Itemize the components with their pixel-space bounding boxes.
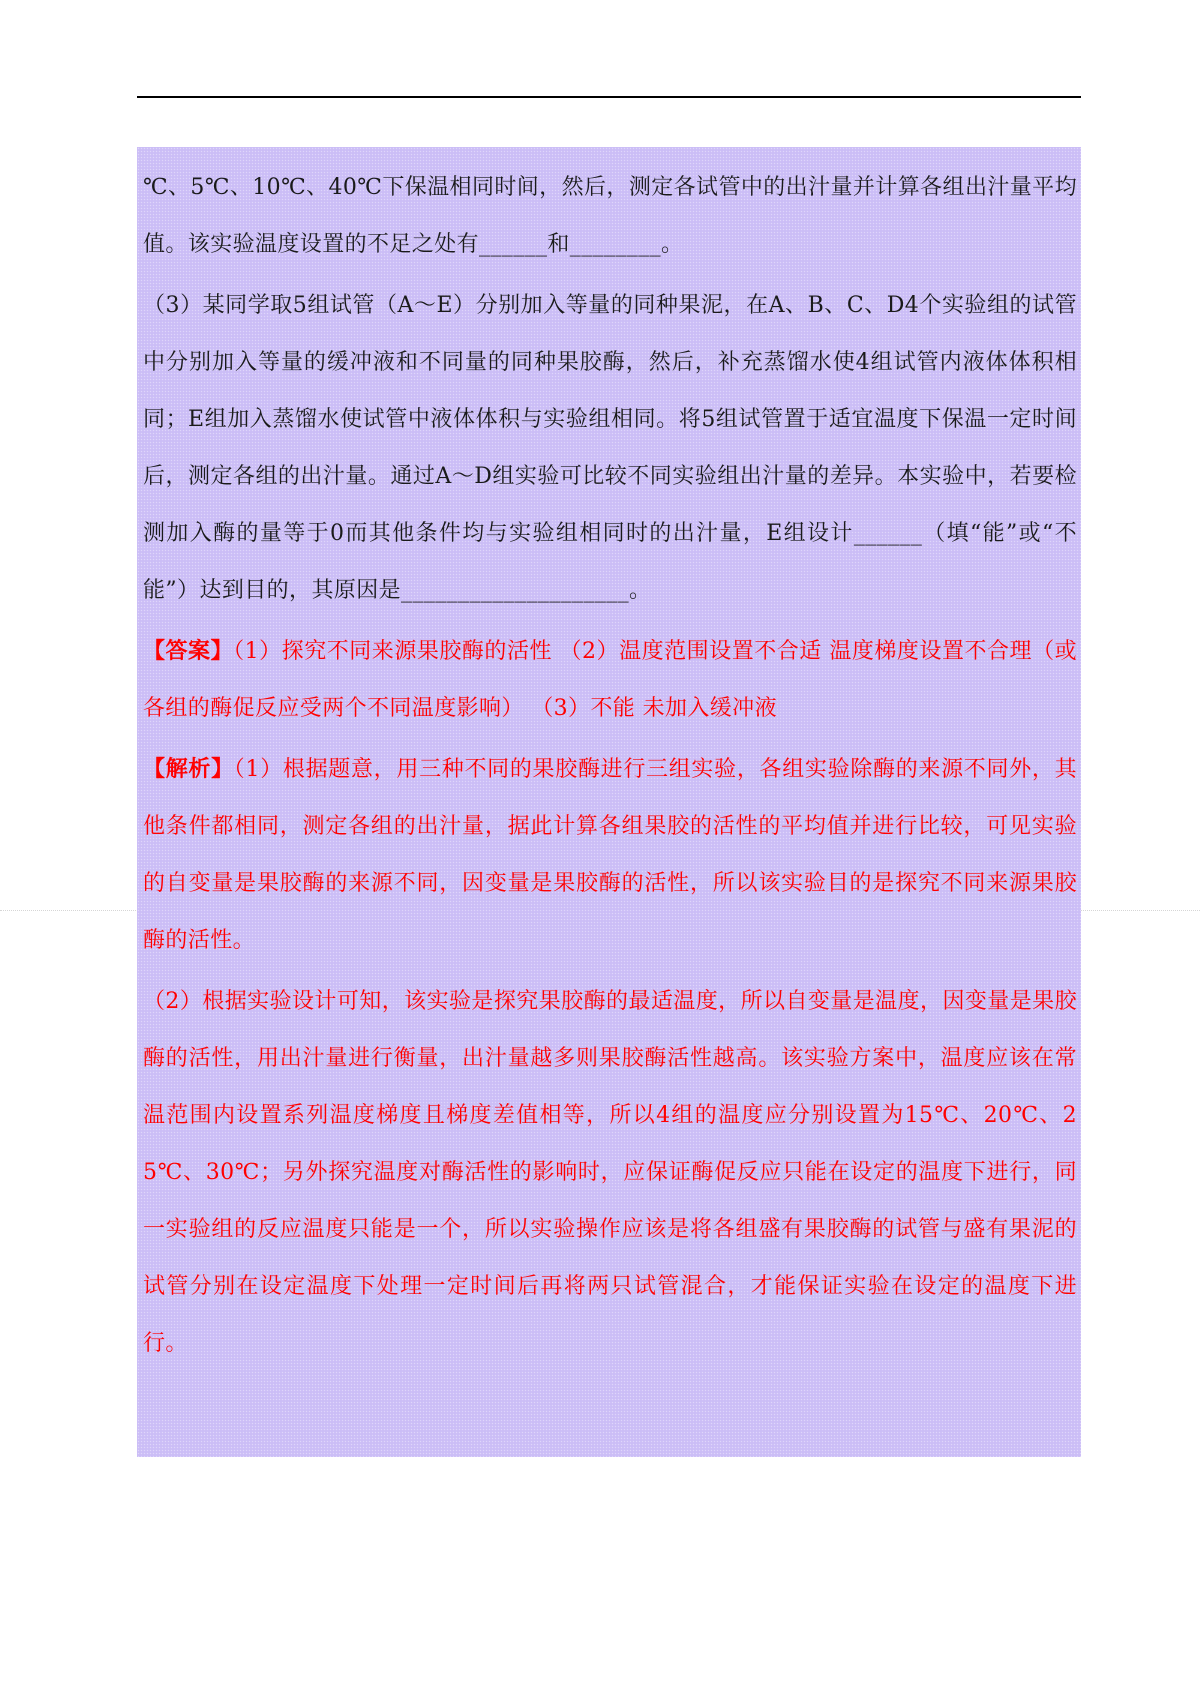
analysis-paragraph-2: （2）根据实验设计可知，该实验是探究果胶酶的最适温度，所以自变量是温度，因变量是果胶酶的活性，用出汁量进行衡量，出汁量越多则果胶酶活性越高。该实验方案中，温度应该在常温范围内设置系列温度梯度且梯度差值相等，所以4组的温度应分别设置为15℃、20℃、25℃、30℃；另外探究温度对酶活性的影响时，应保证酶促反应只能在设定的温度下进行，同一实验组的反应温度只能是一个，所以实验操作应该是将各组盛有果胶酶的试管与盛有果泥的试管分别在设定温度下处理一定时间后再将两只试管混合，才能保证实验在设定的温度下进行。: [143, 989, 1077, 1356]
header-rule: [137, 96, 1081, 98]
analysis-tag: 【解析】: [143, 756, 234, 782]
answer-paragraph: [143, 623, 1077, 737]
analysis-text-1: （1）根据题意，用三种不同的果胶酶进行三组实验，各组实验除酶的来源不同外，其他条件都相同，测定各组的出汁量，据此计算各组果胶的活性的平均值并进行比较，可见实验的自变量是果胶酶的来源不同，因变量是果胶酶的活性，所以该实验目的是探究不同来源果胶酶的活性。: [143, 757, 1077, 953]
question-paragraph-2-continued: ℃、5℃、10℃、40℃下保温相同时间，然后，测定各试管中的出汁量并计算各组出汁量平均值。该实验温度设置的不足之处有______和________。: [143, 175, 1077, 257]
answer-tag: 【答案】: [143, 638, 234, 664]
content-box: [137, 147, 1081, 1457]
analysis-paragraph-1: [143, 741, 1077, 969]
question-paragraph-3: （3）某同学取5组试管（A～E）分别加入等量的同种果泥，在A、B、C、D4个实验组的试管中分别加入等量的缓冲液和不同量的同种果胶酶，然后，补充蒸馏水使4组试管内液体体积相同；E组加入蒸馏水使试管中液体体积与实验组相同。将5组试管置于适宜温度下保温一定时间后，测定各组的出汁量。通过A～D组实验可比较不同实验组出汁量的差异。本实验中，若要检测加入酶的量等于0而其他条件均与实验组相同时的出汁量，E组设计______（填“能”或“不能”）达到目的，其原因是____________________。: [143, 293, 1077, 603]
answer-text: （1）探究不同来源果胶酶的活性 （2）温度范围设置不合适 温度梯度设置不合理（或各组的酶促反应受两个不同温度影响） （3）不能 未加入缓冲液: [143, 639, 1077, 721]
